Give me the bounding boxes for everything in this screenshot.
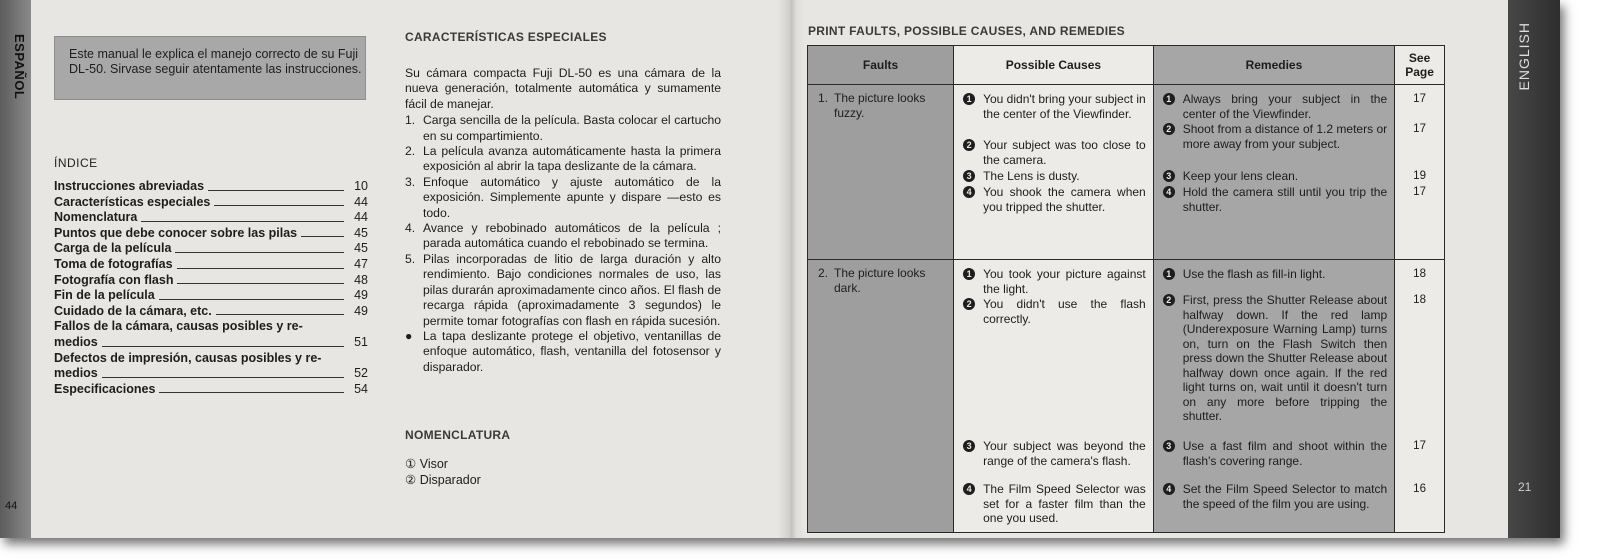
fault-cell: 2. The picture looks dark.	[808, 260, 954, 533]
page-fold	[778, 0, 804, 538]
nomenclature-item: ② Disparador	[405, 472, 481, 487]
toc-label: Fin de la película	[54, 288, 155, 303]
header-faults: Faults	[808, 46, 954, 85]
nomenclature-list	[405, 457, 481, 488]
remedy-item: 2 Shoot from a distance of 1.2 meters or more away from your subject.	[1163, 122, 1387, 151]
toc-entry	[54, 195, 368, 211]
cause-item: 4 The Film Speed Selector was set for a faster film than the one you used.	[963, 482, 1146, 526]
header-see-page: See Page	[1395, 46, 1445, 85]
left-page-number: 44	[5, 500, 18, 512]
remedy-item: 3 Keep your lens clean.	[1163, 169, 1387, 184]
toc-page: 44	[354, 210, 368, 225]
cause-item: 4 You shook the camera when you tripped the shutter.	[963, 185, 1146, 214]
toc-label: Puntos que debe conocer sobre las pilas	[54, 225, 298, 240]
remedies-cell	[1153, 260, 1394, 533]
toc-page: 45	[354, 225, 368, 240]
causes-cell	[954, 260, 1154, 533]
page-ref: 19	[1413, 170, 1426, 182]
causes-cell	[954, 85, 1154, 260]
page-ref: 17	[1413, 93, 1426, 105]
left-language-tab	[0, 0, 31, 538]
toc-entry	[54, 288, 368, 304]
right-tab-label: ENGLISH	[1516, 22, 1532, 91]
page-ref: 18	[1413, 294, 1426, 306]
intro-box: Este manual le explica el manejo correcto de su Fuji DL-50. Sirvase seguir atentamente las instrucciones.	[54, 36, 366, 100]
toc-label: medios	[54, 334, 98, 349]
table-header-row	[808, 46, 1445, 85]
toc-label: Fotografía con flash	[54, 272, 174, 287]
right-language-tab	[1508, 0, 1560, 538]
features-body	[405, 66, 721, 375]
toc-page: 48	[354, 272, 368, 287]
index-title: ÍNDICE	[54, 156, 98, 170]
nomenclature-item: ① Visor	[405, 457, 448, 471]
toc-page: 49	[354, 303, 368, 318]
toc-page: 51	[354, 334, 368, 349]
remedy-item: 1 Always bring your subject in the center of the Viewfinder.	[1163, 92, 1387, 121]
feature-item: 5. Pilas incorporadas de litio de larga duración y alto rendimiento. Bajo condiciones normales de uso, las pilas durarán aproximadamente cinco años. El flash de recarga rápida (aproximadamente 3 segundos) le permite tomar fotografías con flash en rápida sucesión.	[405, 251, 721, 328]
toc-page: 47	[354, 256, 368, 271]
toc-entry	[54, 335, 368, 351]
remedies-cell	[1153, 85, 1394, 260]
feature-item: 1. Carga sencilla de la película. Basta colocar el cartucho en su compartimiento.	[405, 113, 721, 143]
feature-item: 4. Avance y rebobinado automáticos de la película ; parada automática cuando el rebobinado se termina.	[405, 221, 721, 251]
header-causes: Possible Causes	[954, 46, 1154, 85]
page-cell	[1395, 260, 1445, 533]
toc-label: medios	[54, 366, 98, 381]
toc-page: 10	[354, 179, 368, 193]
remedy-item: 4 Hold the camera still until you trip the shutter.	[1163, 185, 1387, 214]
feature-item: 3. Enfoque automático y ajuste automático de la exposición. Simplemente apunte y dispare —esto es todo.	[405, 174, 721, 220]
features-title: CARACTERÍSTICAS ESPECIALES	[405, 30, 607, 44]
toc-label-line1: Fallos de la cámara, causas posibles y re-	[54, 319, 303, 334]
page-ref: 17	[1413, 186, 1426, 198]
fault-cell: 1. The picture looks fuzzy.	[808, 85, 954, 260]
cause-item: 3 The Lens is dusty.	[963, 169, 1146, 184]
toc-entry	[54, 226, 368, 242]
remedy-item: 3 Use a fast film and shoot within the flash's covering range.	[1163, 439, 1387, 468]
toc-label: Toma de fotografías	[54, 256, 173, 271]
nomenclature-title: NOMENCLATURA	[405, 428, 511, 442]
toc-entry	[54, 366, 368, 382]
remedy-item: 2 First, press the Shutter Release about halfway down. If the red lamp (Underexposure Warning Lamp) turns on, turn on the Flash Switch then press down the Shutter Release about halfway down once again. If the red light turns on, wait until it doesn't turn on any more before tripping the shutter.	[1163, 293, 1387, 424]
page-cell	[1395, 85, 1445, 260]
toc-label-line1: Defectos de impresión, causas posibles y re-	[54, 350, 322, 365]
feature-item: 2. La película avanza automáticamente hasta la primera exposición al abrir la tapa deslizante de la cámara.	[405, 144, 721, 174]
toc-entry	[54, 382, 368, 398]
toc-entry	[54, 210, 368, 226]
toc-entry	[54, 179, 368, 195]
table-of-contents	[54, 179, 368, 397]
toc-label: Nomenclatura	[54, 210, 138, 225]
toc-entry	[54, 273, 368, 289]
toc-label: Especificaciones	[54, 381, 156, 396]
features-intro: Su cámara compacta Fuji DL-50 es una cámara de la nueva generación, totalmente automática y sumamente fácil de manejar.	[405, 66, 721, 111]
cause-item: 3 Your subject was beyond the range of the camera's flash.	[963, 439, 1146, 468]
toc-page: 44	[354, 194, 368, 209]
table-row	[808, 85, 1445, 260]
remedy-item: 1 Use the flash as fill-in light.	[1163, 267, 1387, 282]
toc-page: 54	[354, 381, 368, 396]
toc-label: Cuidado de la cámara, etc.	[54, 303, 212, 318]
toc-entry	[54, 257, 368, 273]
left-tab-label: ESPAÑOL	[12, 34, 27, 100]
toc-label: Características especiales	[54, 194, 211, 209]
cause-item: 1 You didn't bring your subject in the center of the Viewfinder.	[963, 92, 1146, 121]
page-ref: 18	[1413, 268, 1426, 280]
header-remedies: Remedies	[1153, 46, 1394, 85]
table-row	[808, 260, 1445, 533]
toc-entry	[54, 241, 368, 257]
toc-entry	[54, 304, 368, 320]
feature-item: ● La tapa deslizante protege el objetivo, ventanillas de enfoque automático, flash, ventanilla del fotosensor y disparador.	[405, 328, 721, 374]
page-ref: 17	[1413, 123, 1426, 135]
toc-page: 45	[354, 241, 368, 256]
print-faults-table	[807, 45, 1445, 533]
cause-item: 2 Your subject was too close to the camera.	[963, 138, 1146, 167]
page-ref: 17	[1413, 440, 1426, 452]
cause-item: 1 You took your picture against the light.	[963, 267, 1146, 296]
toc-label: Carga de la película	[54, 241, 172, 256]
toc-label: Instrucciones abreviadas	[54, 179, 205, 193]
cause-item: 2 You didn't use the flash correctly.	[963, 297, 1146, 326]
remedy-item: 4 Set the Film Speed Selector to match the speed of the film you are using.	[1163, 482, 1387, 511]
print-faults-title: PRINT FAULTS, POSSIBLE CAUSES, AND REMEDIES	[808, 24, 1125, 38]
page-ref: 16	[1413, 483, 1426, 495]
right-page-number: 21	[1518, 480, 1532, 494]
toc-page: 49	[354, 288, 368, 303]
toc-page: 52	[354, 366, 368, 381]
